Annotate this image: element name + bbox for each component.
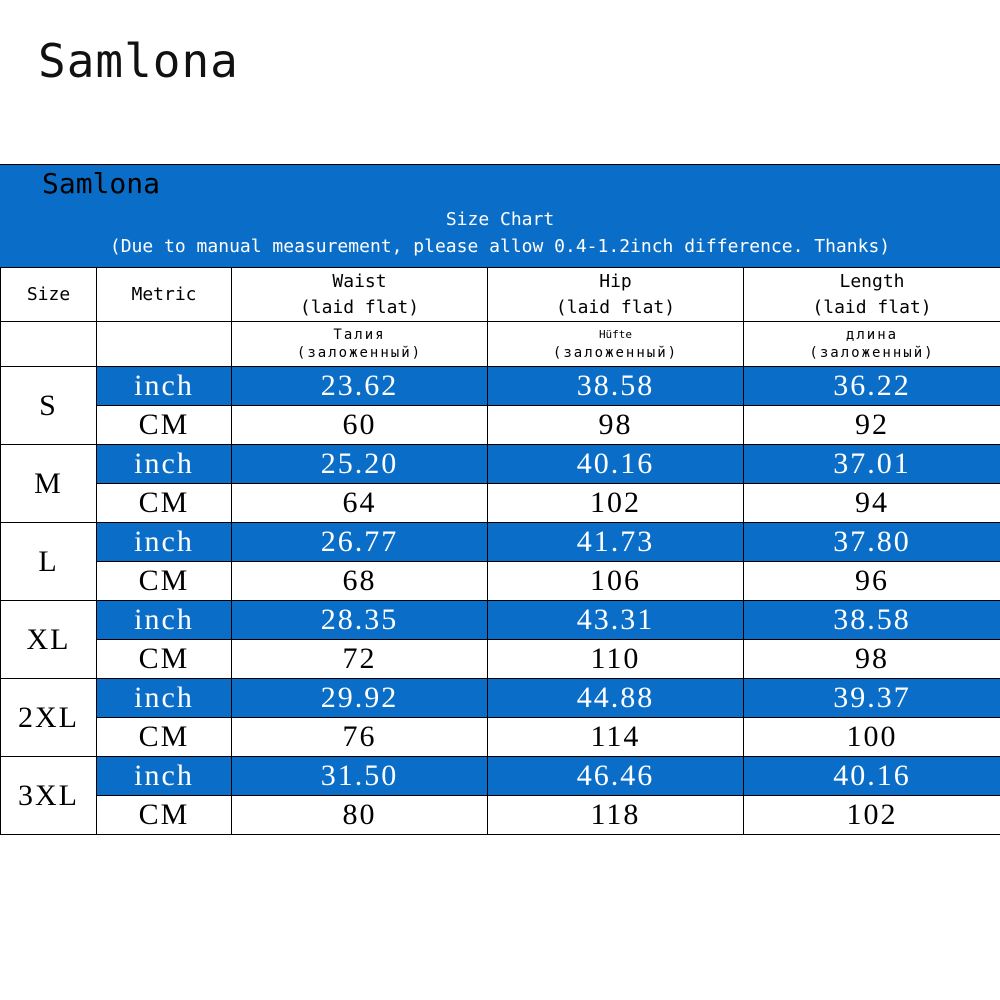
column-header-metric: Metric xyxy=(97,268,232,322)
brand-logo-text: Samlona xyxy=(38,34,239,88)
hip-cm-cell: 114 xyxy=(488,718,744,757)
hip-inch-cell: 38.58 xyxy=(488,367,744,406)
hip-cm-cell: 118 xyxy=(488,796,744,835)
header-row xyxy=(1,268,1000,322)
column-header-length xyxy=(744,268,1000,322)
length-cm-cell: 96 xyxy=(744,562,1000,601)
length-cm-cell: 100 xyxy=(744,718,1000,757)
table-row-inch xyxy=(1,679,1000,718)
table-row-cm xyxy=(1,406,1000,445)
hip-inch-cell: 44.88 xyxy=(488,679,744,718)
metric-cell-cm: CM xyxy=(97,640,232,679)
hip-cm-cell: 110 xyxy=(488,640,744,679)
waist-cm-cell: 80 xyxy=(232,796,488,835)
table-row-cm xyxy=(1,796,1000,835)
waist-inch-cell: 23.62 xyxy=(232,367,488,406)
table-row-cm xyxy=(1,718,1000,757)
waist-inch-cell: 28.35 xyxy=(232,601,488,640)
length-ru-label: длина xyxy=(845,327,899,343)
empty-cell xyxy=(1,322,97,367)
waist-cm-cell: 60 xyxy=(232,406,488,445)
length-inch-cell: 36.22 xyxy=(744,367,1000,406)
waist-cm-cell: 76 xyxy=(232,718,488,757)
metric-cell-inch: inch xyxy=(97,757,232,796)
metric-cell-inch: inch xyxy=(97,523,232,562)
banner-note: (Due to manual measurement, please allow 0.4-1.2inch difference. Thanks) xyxy=(109,236,891,257)
size-cell: 3XL xyxy=(1,757,97,835)
size-cell: S xyxy=(1,367,97,445)
waist-ru-sublabel: (заложенный) xyxy=(296,345,423,361)
hip-cm-cell: 102 xyxy=(488,484,744,523)
length-cm-cell: 94 xyxy=(744,484,1000,523)
hip-inch-cell: 40.16 xyxy=(488,445,744,484)
size-chart-banner xyxy=(0,164,1000,267)
hip-label: Hip xyxy=(599,270,632,292)
empty-cell xyxy=(97,322,232,367)
hip-cm-cell: 106 xyxy=(488,562,744,601)
hip-ru-sublabel: (заложенный) xyxy=(552,345,679,361)
length-inch-cell: 37.80 xyxy=(744,523,1000,562)
column-header-hip xyxy=(488,268,744,322)
metric-cell-inch: inch xyxy=(97,445,232,484)
metric-cell-inch: inch xyxy=(97,601,232,640)
hip-inch-cell: 43.31 xyxy=(488,601,744,640)
table-row-cm xyxy=(1,484,1000,523)
table-row-inch xyxy=(1,445,1000,484)
metric-cell-cm: CM xyxy=(97,562,232,601)
waist-inch-cell: 25.20 xyxy=(232,445,488,484)
waist-cm-cell: 72 xyxy=(232,640,488,679)
length-inch-cell: 40.16 xyxy=(744,757,1000,796)
metric-cell-inch: inch xyxy=(97,679,232,718)
length-cm-cell: 98 xyxy=(744,640,1000,679)
length-cm-cell: 92 xyxy=(744,406,1000,445)
waist-inch-cell: 31.50 xyxy=(232,757,488,796)
hip-translation xyxy=(488,322,744,367)
column-header-waist xyxy=(232,268,488,322)
table-row-cm xyxy=(1,640,1000,679)
waist-inch-cell: 29.92 xyxy=(232,679,488,718)
waist-cm-cell: 68 xyxy=(232,562,488,601)
metric-cell-inch: inch xyxy=(97,367,232,406)
table-row-inch xyxy=(1,757,1000,796)
hip-cm-cell: 98 xyxy=(488,406,744,445)
length-inch-cell: 38.58 xyxy=(744,601,1000,640)
metric-cell-cm: CM xyxy=(97,796,232,835)
translation-row xyxy=(1,322,1000,367)
metric-cell-cm: CM xyxy=(97,484,232,523)
table-row-inch xyxy=(1,523,1000,562)
length-sublabel: (laid flat) xyxy=(812,296,932,318)
banner-brand: Samlona xyxy=(42,167,161,200)
waist-cm-cell: 64 xyxy=(232,484,488,523)
waist-label: Waist xyxy=(332,270,387,292)
hip-sublabel: (laid flat) xyxy=(555,296,676,318)
hip-de-label: Hüfte xyxy=(598,328,633,341)
length-ru-sublabel: (заложенный) xyxy=(809,345,935,361)
length-label: Length xyxy=(839,270,905,292)
waist-translation xyxy=(232,322,488,367)
size-cell: L xyxy=(1,523,97,601)
table-row-inch xyxy=(1,601,1000,640)
table-row-inch xyxy=(1,367,1000,406)
table-row-cm xyxy=(1,562,1000,601)
size-cell: 2XL xyxy=(1,679,97,757)
metric-cell-cm: CM xyxy=(97,718,232,757)
hip-inch-cell: 46.46 xyxy=(488,757,744,796)
size-chart-table xyxy=(0,267,1000,835)
length-inch-cell: 37.01 xyxy=(744,445,1000,484)
waist-sublabel: (laid flat) xyxy=(299,296,420,318)
hip-inch-cell: 41.73 xyxy=(488,523,744,562)
column-header-size: Size xyxy=(1,268,97,322)
length-translation xyxy=(744,322,1000,367)
length-cm-cell: 102 xyxy=(744,796,1000,835)
banner-title: Size Chart xyxy=(445,209,555,230)
waist-ru-label: Талия xyxy=(333,327,386,343)
size-cell: XL xyxy=(1,601,97,679)
size-cell: M xyxy=(1,445,97,523)
length-inch-cell: 39.37 xyxy=(744,679,1000,718)
waist-inch-cell: 26.77 xyxy=(232,523,488,562)
metric-cell-cm: CM xyxy=(97,406,232,445)
